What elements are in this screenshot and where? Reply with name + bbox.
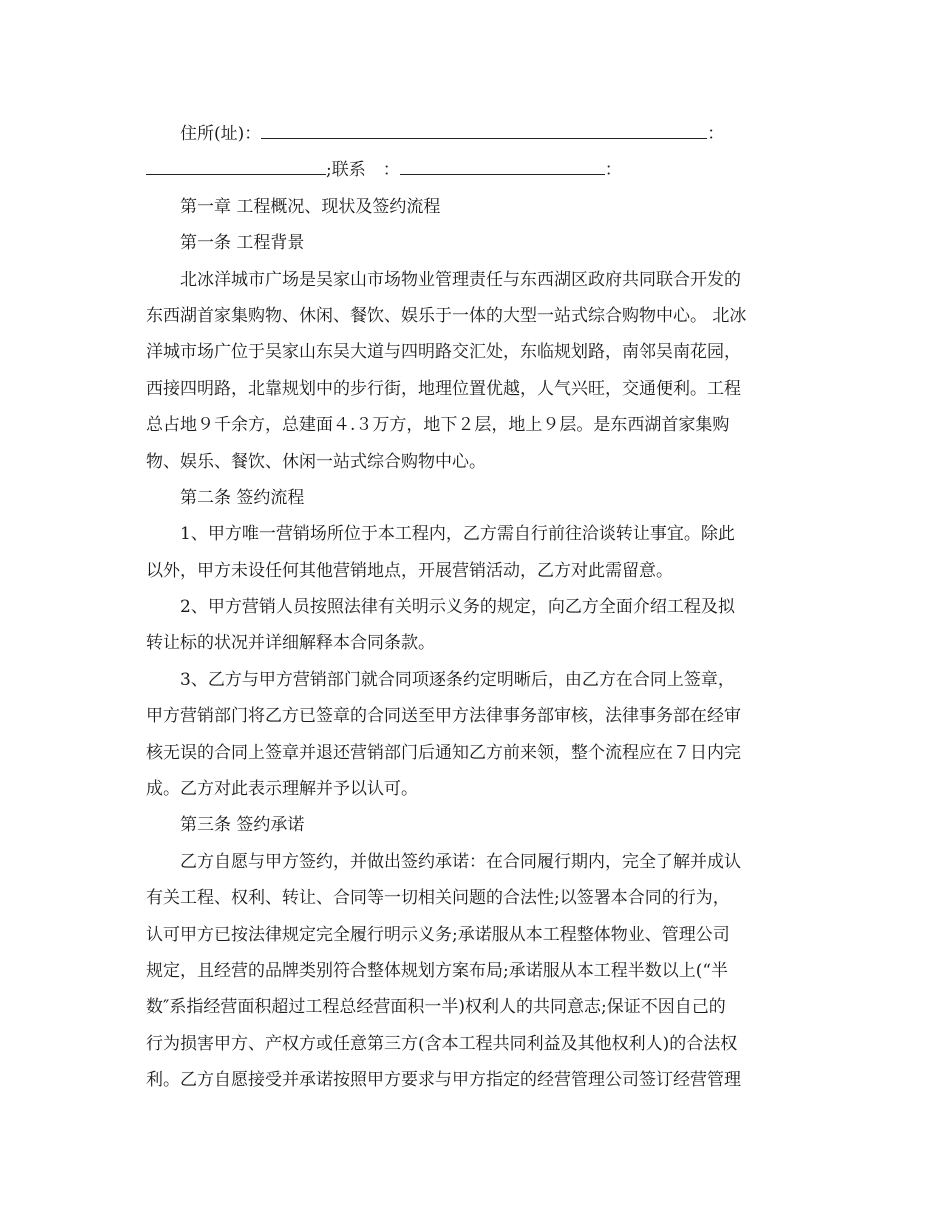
article-2-item-1: [146, 516, 806, 589]
address-blank[interactable]: [261, 116, 707, 139]
article-2-line: 成。乙方对此表示理解并予以认可。: [146, 779, 418, 800]
chapter-title: 第一章 工程概况、现状及签约流程: [180, 196, 441, 217]
contact-blank[interactable]: [400, 152, 605, 175]
article-2-item-2: [146, 589, 806, 662]
address-trail: ：: [707, 124, 725, 144]
article-1-line: 东西湖首家集购物、休闲、餐饮、娱乐于一体的大型一站式综合购物中心。 北冰: [146, 305, 747, 326]
article-2-line: 3、乙方与甲方营销部门就合同项逐条约定明晰后，由乙方在合同上签章，: [180, 669, 735, 690]
document-page: [146, 116, 806, 1099]
article-1-title: 第一条 工程背景: [180, 233, 305, 254]
article-2-line: 1、甲方唯一营销场所位于本工程内，乙方需自行前往洽谈转让事宜。除此: [180, 524, 735, 545]
contact-field-line: [146, 152, 806, 188]
article-2-title: 第二条 签约流程: [180, 487, 305, 508]
article-3-line: 利。乙方自愿接受并承诺按照甲方要求与甲方指定的经营管理公司签订经营管理: [146, 1070, 741, 1091]
article-2-line: 转让标的状况并详细解释本合同条款。: [146, 633, 435, 654]
address-field-line: [146, 116, 806, 152]
article-1-paragraph: [146, 262, 806, 480]
article-3-title: 第三条 签约承诺: [180, 815, 305, 836]
continuation-blank[interactable]: [146, 152, 326, 175]
contact-label: ;联系 ：: [326, 160, 400, 181]
article-2-line: 2、甲方营销人员按照法律有关明示义务的规定，向乙方全面介绍工程及拟: [180, 597, 735, 618]
article-3-line: 乙方自愿与甲方签约，并做出签约承诺：在合同履行期内，完全了解并成认: [180, 851, 741, 872]
article-3-line: 行为损害甲方、产权方或任意第三方(含本工程共同利益及其他权利人)的合法权: [146, 1033, 738, 1054]
article-2-line: 甲方营销部门将乙方已签章的合同送至甲方法律事务部审核，法律事务部在经审: [146, 706, 741, 727]
article-2-line: 以外，甲方未设任何其他营销地点，开展营销活动，乙方对此需留意。: [146, 560, 673, 581]
article-3-line: 有关工程、权利、转让、合同等一切相关问题的合法性;以签署本合同的行为，: [146, 888, 730, 909]
article-1-line: 西接四明路，北靠规划中的步行街，地理位置优越，人气兴旺，交通便利。工程: [146, 378, 741, 399]
article-1-line: 北冰洋城市广场是吴家山市场物业管理责任与东西湖区政府共同联合开发的: [180, 269, 741, 290]
article-3-line: 规定，且经营的品牌类别符合整体规划方案布局;承诺服从本工程半数以上(“半: [146, 960, 729, 981]
article-1-line: 物、娱乐、餐饮、休闲一站式综合购物中心。: [146, 451, 486, 472]
article-2-item-3: [146, 662, 806, 808]
article-3-line: 数″系指经营面积超过工程总经营面积一半)权利人的共同意志;保证不因自己的: [146, 997, 726, 1018]
article-1-line: 总占地９千余方，总建面４.３万方，地下２层，地上９层。是东西湖首家集购: [146, 415, 730, 436]
article-3-line: 认可甲方已按法律规定完全履行明示义务;承诺服从本工程整体物业、管理公司: [146, 924, 730, 945]
article-3-paragraph: [146, 844, 806, 1099]
address-label: 住所(址)：: [180, 124, 262, 144]
contact-trail: ：: [604, 160, 622, 181]
article-1-line: 洋城市场广位于吴家山东吴大道与四明路交汇处，东临规划路，南邻吴南花园，: [146, 342, 741, 363]
article-2-line: 核无误的合同上签章并退还营销部门后通知乙方前来领，整个流程应在７日内完: [146, 742, 741, 763]
